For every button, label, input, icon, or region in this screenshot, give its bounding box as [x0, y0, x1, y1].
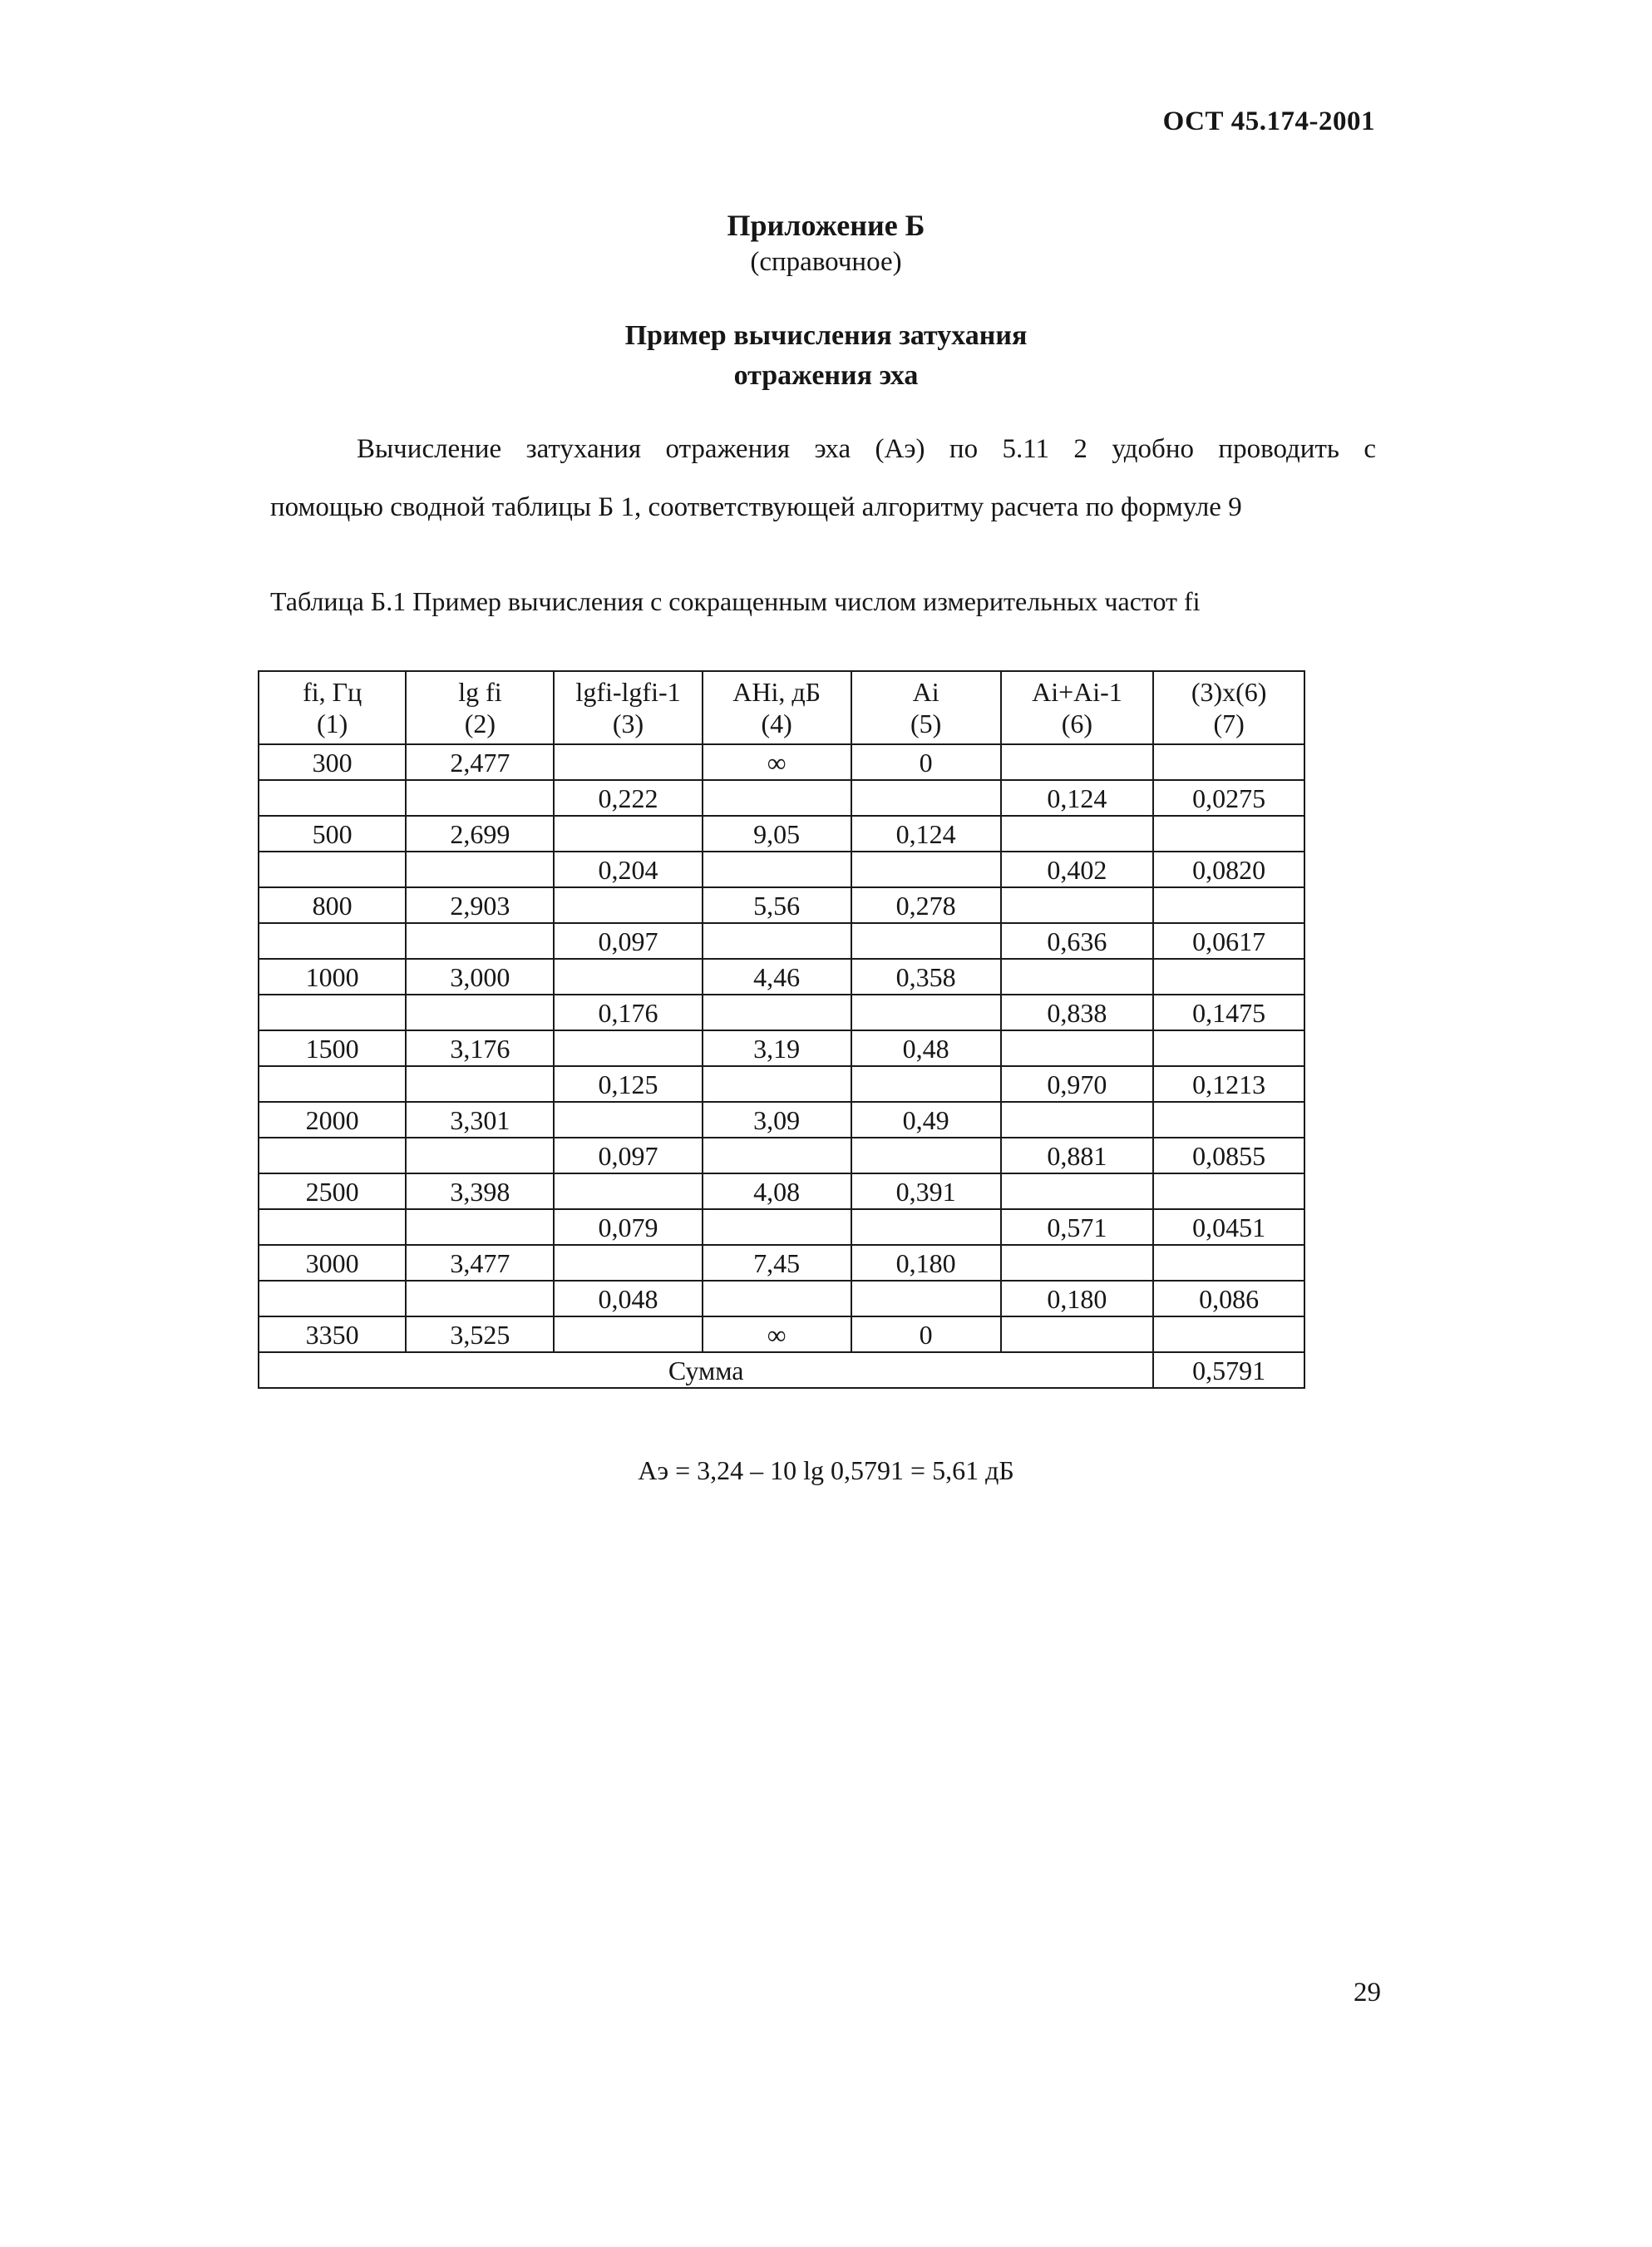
table-cell: 0,0820 — [1153, 852, 1304, 887]
table-cell — [406, 1066, 554, 1102]
table-cell: 0,086 — [1153, 1281, 1304, 1316]
table-cell: 1000 — [259, 959, 406, 995]
table-cell: 0,097 — [554, 923, 702, 959]
table-cell: 4,08 — [703, 1173, 851, 1209]
table-cell — [1153, 816, 1304, 852]
table-cell — [259, 1138, 406, 1173]
table-cell — [851, 1138, 1001, 1173]
column-header-number: (6) — [1061, 709, 1093, 738]
table-cell — [1153, 1316, 1304, 1352]
table-cell: 2,699 — [406, 816, 554, 852]
table-cell: 0,391 — [851, 1173, 1001, 1209]
table-cell — [703, 780, 851, 816]
sum-label: Сумма — [259, 1352, 1153, 1388]
table-cell: 0,222 — [554, 780, 702, 816]
table-cell — [703, 995, 851, 1030]
table-cell: 0,176 — [554, 995, 702, 1030]
column-header — [703, 671, 851, 744]
table-cell — [1153, 1173, 1304, 1209]
table-cell — [406, 1138, 554, 1173]
table-cell: 0,970 — [1001, 1066, 1154, 1102]
table-cell: 0,881 — [1001, 1138, 1154, 1173]
table-cell — [1001, 1316, 1154, 1352]
table-cell: 0,402 — [1001, 852, 1154, 887]
table-cell — [259, 1209, 406, 1245]
table-cell: 9,05 — [703, 816, 851, 852]
table-cell — [851, 852, 1001, 887]
table-cell — [259, 923, 406, 959]
table-row — [259, 1281, 1304, 1316]
sum-row — [259, 1352, 1304, 1388]
table-cell: 1500 — [259, 1030, 406, 1066]
table-row — [259, 1102, 1304, 1138]
table-cell — [1001, 959, 1154, 995]
table-cell: 0,49 — [851, 1102, 1001, 1138]
column-header-label: Ai — [912, 677, 939, 707]
appendix-title: Приложение Б — [727, 209, 925, 242]
table-cell — [406, 1281, 554, 1316]
table-row — [259, 852, 1304, 887]
table-header-row — [259, 671, 1304, 744]
table-cell: 3,301 — [406, 1102, 554, 1138]
intro-line-2: помощью сводной таблицы Б 1, соответствующей алгоритму расчета по формуле 9 — [270, 492, 1242, 522]
table-cell: 0,0617 — [1153, 923, 1304, 959]
column-header-label: lg fi — [458, 677, 502, 707]
column-header-number: (4) — [761, 709, 792, 738]
table-cell: ∞ — [703, 1316, 851, 1352]
table-row — [259, 959, 1304, 995]
table-cell — [1001, 744, 1154, 780]
table-cell — [703, 1066, 851, 1102]
result-formula: Аэ = 3,24 – 10 lg 0,5791 = 5,61 дБ — [638, 1455, 1014, 1485]
table-row — [259, 923, 1304, 959]
table-cell: 3,19 — [703, 1030, 851, 1066]
section-title-line-2: отражения эха — [733, 360, 919, 391]
table-cell — [406, 852, 554, 887]
table-cell — [554, 744, 702, 780]
table-cell — [1153, 1245, 1304, 1281]
table-cell — [259, 780, 406, 816]
column-header — [406, 671, 554, 744]
table-cell: 0,636 — [1001, 923, 1154, 959]
table-row — [259, 816, 1304, 852]
table-cell — [406, 1209, 554, 1245]
column-header-number: (3) — [612, 709, 644, 738]
column-header-number: (2) — [464, 709, 496, 738]
table-cell — [554, 959, 702, 995]
column-header — [554, 671, 702, 744]
table-cell — [259, 995, 406, 1030]
table-cell: 3350 — [259, 1316, 406, 1352]
table-cell: 0,124 — [1001, 780, 1154, 816]
table-cell — [703, 1281, 851, 1316]
table-cell — [703, 1138, 851, 1173]
column-header-label: lgfi-lgfi-1 — [575, 677, 681, 707]
table-row — [259, 1030, 1304, 1066]
table-cell: 0,838 — [1001, 995, 1154, 1030]
column-header-label: Ai+Ai-1 — [1032, 677, 1122, 707]
table-cell — [1001, 816, 1154, 852]
table-cell — [259, 852, 406, 887]
table-cell: 3,477 — [406, 1245, 554, 1281]
table-cell — [554, 816, 702, 852]
table-cell — [851, 995, 1001, 1030]
table-cell — [554, 887, 702, 923]
table-cell: 0 — [851, 744, 1001, 780]
table-cell — [1153, 887, 1304, 923]
table-cell — [703, 923, 851, 959]
table-row — [259, 1245, 1304, 1281]
table-cell — [1001, 1173, 1154, 1209]
table-cell: 500 — [259, 816, 406, 852]
table-cell — [259, 1066, 406, 1102]
table-cell: 0,358 — [851, 959, 1001, 995]
table-cell — [851, 923, 1001, 959]
table-row — [259, 1316, 1304, 1352]
table-cell — [554, 1245, 702, 1281]
column-header-number: (5) — [910, 709, 942, 738]
table-cell: 0,1475 — [1153, 995, 1304, 1030]
table-row — [259, 887, 1304, 923]
table-row — [259, 1138, 1304, 1173]
table-cell — [554, 1173, 702, 1209]
table-row — [259, 1066, 1304, 1102]
table-cell — [851, 1281, 1001, 1316]
table-cell — [703, 852, 851, 887]
table-cell: 3,000 — [406, 959, 554, 995]
table-cell — [1001, 1102, 1154, 1138]
table-caption: Таблица Б.1 Пример вычисления с сокращенным числом измерительных частот fi — [270, 586, 1201, 616]
table-cell — [406, 780, 554, 816]
table-body — [259, 744, 1304, 1352]
column-header-number: (1) — [317, 709, 348, 738]
table-row — [259, 995, 1304, 1030]
column-header-label: (3)x(6) — [1191, 677, 1267, 707]
table-cell: 0,097 — [554, 1138, 702, 1173]
table-cell — [851, 1066, 1001, 1102]
table-cell — [851, 1209, 1001, 1245]
table-cell: 0,180 — [851, 1245, 1001, 1281]
table-cell — [406, 923, 554, 959]
table-row — [259, 1173, 1304, 1209]
table-cell: 7,45 — [703, 1245, 851, 1281]
table-cell: 800 — [259, 887, 406, 923]
table-cell: 0,48 — [851, 1030, 1001, 1066]
table-cell: 0,1213 — [1153, 1066, 1304, 1102]
table-cell: 0,125 — [554, 1066, 702, 1102]
table-cell — [554, 1030, 702, 1066]
table-cell: 2,903 — [406, 887, 554, 923]
table-cell — [703, 1209, 851, 1245]
column-header — [1153, 671, 1304, 744]
table-cell — [259, 1281, 406, 1316]
table-cell: 3000 — [259, 1245, 406, 1281]
table-cell: 0,180 — [1001, 1281, 1154, 1316]
page-number: 29 — [1354, 1978, 1381, 2007]
table-cell: 5,56 — [703, 887, 851, 923]
table-cell: 0,048 — [554, 1281, 702, 1316]
table-cell: 0,571 — [1001, 1209, 1154, 1245]
table-cell — [1001, 1030, 1154, 1066]
calculation-table — [258, 670, 1305, 1389]
table-cell — [1153, 1030, 1304, 1066]
column-header-number: (7) — [1213, 709, 1245, 738]
table-cell: 0,0855 — [1153, 1138, 1304, 1173]
intro-paragraph — [270, 420, 1376, 536]
column-header-label: AHi, дБ — [732, 677, 821, 707]
column-header — [1001, 671, 1154, 744]
column-header — [851, 671, 1001, 744]
table-cell: 0,124 — [851, 816, 1001, 852]
appendix-subtitle: (справочное) — [750, 247, 902, 277]
table-cell: 0 — [851, 1316, 1001, 1352]
table-cell: ∞ — [703, 744, 851, 780]
section-title-line-1: Пример вычисления затухания — [624, 320, 1028, 351]
table-row — [259, 780, 1304, 816]
table-cell — [1001, 887, 1154, 923]
intro-line-1: Вычисление затухания отражения эха (Аэ) по 5.11 2 удобно проводить с — [357, 434, 1376, 464]
sum-value: 0,5791 — [1153, 1352, 1304, 1388]
section-title — [0, 316, 1652, 396]
table-cell — [406, 995, 554, 1030]
table-cell: 0,0451 — [1153, 1209, 1304, 1245]
table-cell — [1001, 1245, 1154, 1281]
table-cell — [851, 780, 1001, 816]
table-cell — [1153, 959, 1304, 995]
table-cell: 4,46 — [703, 959, 851, 995]
table-cell — [554, 1102, 702, 1138]
column-header-label: fi, Гц — [303, 677, 362, 707]
table-cell: 3,398 — [406, 1173, 554, 1209]
table-cell: 2,477 — [406, 744, 554, 780]
document-code: ОСТ 45.174-2001 — [1162, 106, 1375, 136]
table-cell — [1153, 1102, 1304, 1138]
table-cell: 0,079 — [554, 1209, 702, 1245]
table-cell: 2500 — [259, 1173, 406, 1209]
table-cell: 3,176 — [406, 1030, 554, 1066]
table-cell: 0,278 — [851, 887, 1001, 923]
table-cell: 0,0275 — [1153, 780, 1304, 816]
table-row — [259, 744, 1304, 780]
table-cell — [554, 1316, 702, 1352]
table-cell: 3,525 — [406, 1316, 554, 1352]
table-row — [259, 1209, 1304, 1245]
table-cell: 0,204 — [554, 852, 702, 887]
table-cell: 2000 — [259, 1102, 406, 1138]
column-header — [259, 671, 406, 744]
table-cell: 3,09 — [703, 1102, 851, 1138]
table-cell — [1153, 744, 1304, 780]
table-cell: 300 — [259, 744, 406, 780]
